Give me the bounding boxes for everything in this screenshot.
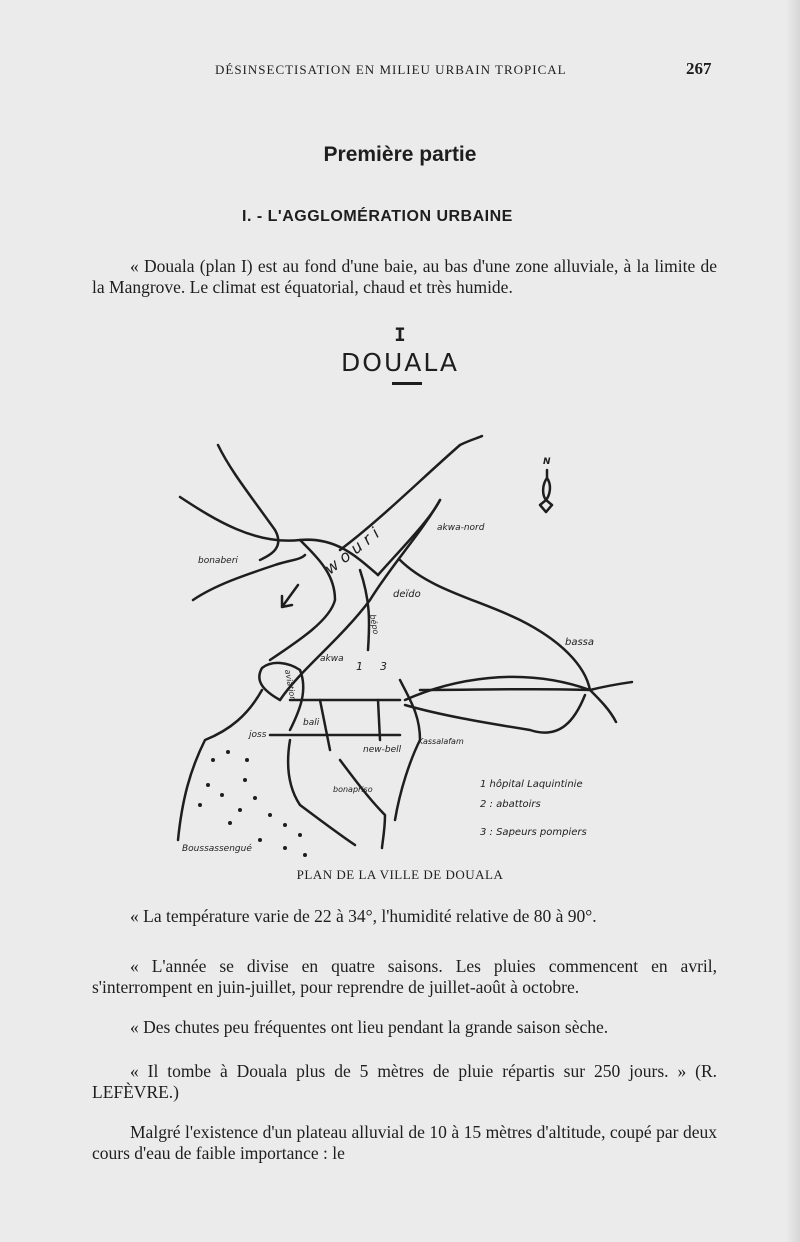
label-bassa: bassa bbox=[565, 637, 595, 648]
label-bonaberi: bonaberi bbox=[198, 556, 238, 566]
north-label: N bbox=[543, 457, 551, 467]
label-deido: deïdo bbox=[393, 589, 421, 600]
marsh-dots bbox=[198, 750, 307, 857]
road-loop-south bbox=[405, 695, 585, 733]
label-new-bell: new-bell bbox=[363, 745, 402, 755]
label-bepo: bépo bbox=[368, 613, 381, 636]
label-akwa-nord: akwa-nord bbox=[437, 523, 485, 533]
paragraph-dry-season: « Des chutes peu fréquentes ont lieu pendant la grande saison sèche. bbox=[130, 1017, 609, 1037]
label-kassalafam: Kassalafam bbox=[418, 737, 464, 746]
label-wouri: wouri bbox=[320, 520, 387, 579]
river-arrow bbox=[282, 585, 298, 607]
legend-item-2: 2 : abattoirs bbox=[480, 799, 541, 810]
paragraph-rainfall: « Il tombe à Douala plus de 5 mètres de pluie répartis sur 250 jours. » (R. LEFÈVRE.) bbox=[92, 1061, 717, 1102]
label-hospital-number: 1 bbox=[356, 660, 363, 673]
label-bonapriso: bonapriso bbox=[333, 785, 373, 794]
road-southeast bbox=[590, 690, 616, 722]
tributary-north bbox=[218, 445, 278, 560]
label-boussassengue: Boussassengué bbox=[182, 844, 252, 854]
paragraph-intro: « Douala (plan I) est au fond d'une baie, au bas d'une zone alluviale, à la limite de la Mangrove. Le climat est équatorial, chaud et très humide. bbox=[92, 256, 717, 297]
street-newbell bbox=[320, 700, 330, 750]
coast-southwest bbox=[178, 690, 262, 840]
map-caption: PLAN DE LA VILLE DE DOUALA bbox=[296, 867, 504, 882]
paragraph-temperature: « La température varie de 22 à 34°, l'humidité relative de 80 à 90°. bbox=[130, 906, 597, 926]
road-bassa-east bbox=[420, 689, 590, 690]
plan-number: I bbox=[394, 324, 406, 346]
north-arrow bbox=[540, 470, 552, 512]
paragraph-plateau: Malgré l'existence d'un plateau alluvial de 10 à 15 mètres d'altitude, coupé par deux cours d'eau de faible importance : le bbox=[92, 1122, 717, 1163]
label-joss: joss bbox=[249, 730, 267, 740]
part-title: Première partie bbox=[323, 143, 477, 166]
running-title: DÉSINSECTISATION EN MILIEU URBAIN TROPICAL bbox=[215, 62, 567, 77]
legend-item-3: 3 : Sapeurs pompiers bbox=[480, 827, 587, 838]
map-title: DOUALA bbox=[341, 348, 459, 377]
label-bali: bali bbox=[303, 718, 320, 728]
street-bonapriso bbox=[340, 760, 385, 848]
paragraph-seasons: « L'année se divise en quatre saisons. Les pluies commencent en avril, s'interrompent en juin-juillet, pour reprendre de juillet-août à octobre. bbox=[92, 956, 717, 997]
section-heading: I. - L'AGGLOMÉRATION URBAINE bbox=[242, 208, 513, 225]
page-number: 267 bbox=[686, 59, 712, 78]
label-akwa: akwa bbox=[320, 654, 344, 664]
legend-item-1: 1 hôpital Laquintinie bbox=[480, 779, 583, 790]
label-aviation: aviation bbox=[283, 668, 298, 702]
road-bassa bbox=[400, 560, 590, 690]
map-legend bbox=[480, 778, 587, 838]
label-fire-number: 3 bbox=[380, 660, 387, 673]
